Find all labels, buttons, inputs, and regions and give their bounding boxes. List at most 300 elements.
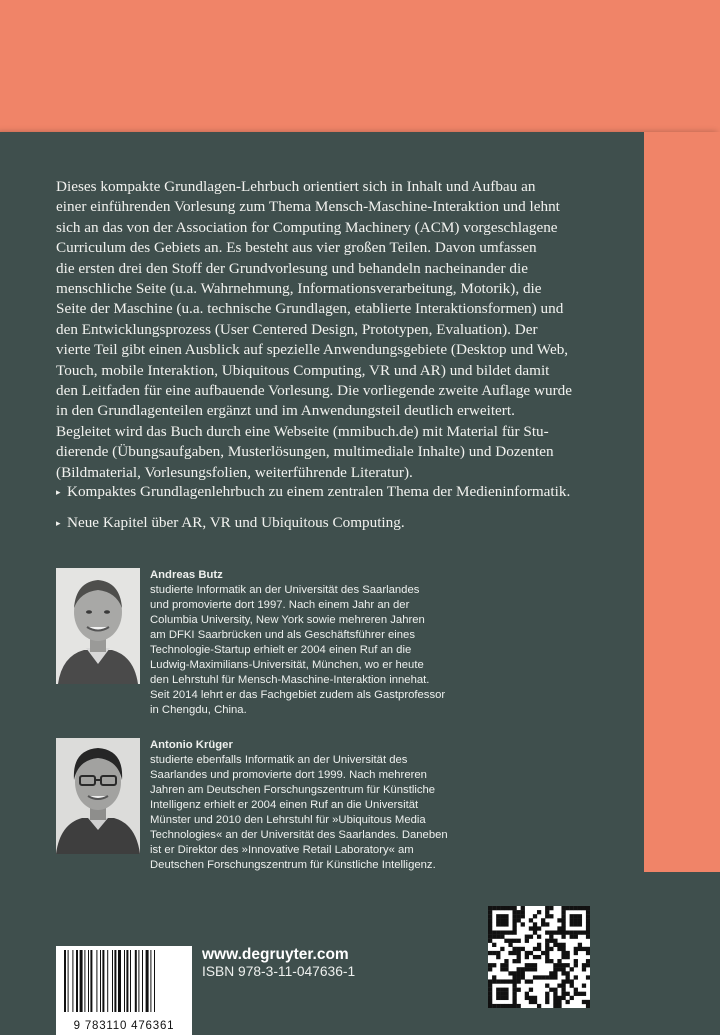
- qr-module: [570, 918, 574, 922]
- qr-module: [557, 996, 561, 1000]
- qr-module: [496, 935, 500, 939]
- qr-module: [545, 910, 549, 914]
- qr-module: [557, 943, 561, 947]
- qr-module: [582, 947, 586, 951]
- qr-module: [574, 992, 578, 996]
- qr-module: [557, 959, 561, 963]
- qr-module: [566, 906, 570, 910]
- barcode-bar: [142, 950, 143, 1012]
- qr-module: [537, 926, 541, 930]
- qr-module: [496, 955, 500, 959]
- barcode-bar: [112, 950, 113, 1012]
- qr-module: [500, 922, 504, 926]
- barcode-bar: [146, 950, 149, 1012]
- qr-module: [586, 947, 590, 951]
- qr-module: [578, 930, 582, 934]
- qr-module: [557, 1004, 561, 1008]
- qr-module: [578, 906, 582, 910]
- qr-module: [586, 914, 590, 918]
- author-bio: studierte ebenfalls Informatik an der Universität des Saarlandes und promovierte dort 1999. Nach mehreren Jahren am Deutschen Forschungszentrum für Künstliche Intelligenz erhielt er 2004 einen Ruf an die Universität Münster und 2010 den Lehrstuhl für »Ubiquitous Media Technologies« an der Universität des Saarlandes. Daneben ist er Direktor des »Innovative Retail Laboratory« am Deutschen Forschungszentrum für Künstliche Intelligenz.: [150, 754, 448, 871]
- qr-module: [496, 930, 500, 934]
- qr-module: [553, 992, 557, 996]
- qr-module: [537, 935, 541, 939]
- qr-module: [517, 914, 521, 918]
- qr-module: [504, 992, 508, 996]
- qr-module: [512, 914, 516, 918]
- qr-module: [545, 939, 549, 943]
- qr-module: [570, 922, 574, 926]
- qr-module: [545, 943, 549, 947]
- qr-module: [521, 914, 525, 918]
- qr-module: [561, 979, 565, 983]
- qr-module: [512, 984, 516, 988]
- qr-module: [553, 967, 557, 971]
- qr-pattern: [488, 906, 590, 1008]
- barcode-bar: [154, 950, 155, 1012]
- qr-module: [512, 926, 516, 930]
- qr-module: [500, 918, 504, 922]
- qr-module: [537, 943, 541, 947]
- barcode-bars: [56, 946, 192, 1018]
- qr-module: [574, 922, 578, 926]
- qr-module: [582, 1000, 586, 1004]
- qr-module: [525, 992, 529, 996]
- qr-module: [549, 947, 553, 951]
- qr-module: [541, 975, 545, 979]
- qr-module: [582, 984, 586, 988]
- qr-module: [488, 967, 492, 971]
- qr-module: [529, 963, 533, 967]
- qr-module: [508, 930, 512, 934]
- qr-module: [512, 910, 516, 914]
- qr-module: [582, 930, 586, 934]
- qr-module: [504, 922, 508, 926]
- qr-module: [500, 988, 504, 992]
- qr-module: [553, 975, 557, 979]
- qr-module: [492, 930, 496, 934]
- qr-module: [496, 914, 500, 918]
- qr-module: [504, 979, 508, 983]
- qr-module: [529, 967, 533, 971]
- qr-module: [517, 1004, 521, 1008]
- qr-module: [488, 914, 492, 918]
- qr-module: [488, 926, 492, 930]
- qr-module: [517, 967, 521, 971]
- qr-module: [553, 971, 557, 975]
- qr-module: [517, 955, 521, 959]
- qr-module: [500, 930, 504, 934]
- barcode-bar: [88, 950, 89, 1012]
- bullet-marker-icon: ▸: [56, 488, 61, 498]
- qr-module: [500, 935, 504, 939]
- qr-module: [561, 988, 565, 992]
- barcode-bar: [76, 950, 78, 1012]
- qr-module: [570, 979, 574, 983]
- qr-module: [504, 914, 508, 918]
- qr-module: [545, 996, 549, 1000]
- qr-module: [488, 930, 492, 934]
- qr-module: [496, 922, 500, 926]
- qr-module: [500, 996, 504, 1000]
- qr-module: [492, 979, 496, 983]
- qr-module: [492, 975, 496, 979]
- qr-module: [521, 967, 525, 971]
- qr-module: [508, 939, 512, 943]
- qr-module: [545, 914, 549, 918]
- qr-module: [533, 914, 537, 918]
- qr-module: [500, 1004, 504, 1008]
- qr-module: [549, 906, 553, 910]
- barcode-bar: [90, 950, 92, 1012]
- qr-module: [561, 955, 565, 959]
- barcode-bar: [114, 950, 116, 1012]
- qr-module: [533, 947, 537, 951]
- qr-module: [488, 910, 492, 914]
- qr-module: [488, 1000, 492, 1004]
- qr-module: [570, 935, 574, 939]
- qr-code-icon: [488, 906, 590, 1008]
- qr-module: [525, 935, 529, 939]
- qr-module: [521, 906, 525, 910]
- qr-module: [570, 906, 574, 910]
- qr-module: [525, 955, 529, 959]
- qr-module: [566, 992, 570, 996]
- qr-module: [488, 935, 492, 939]
- qr-module: [553, 939, 557, 943]
- qr-module: [574, 914, 578, 918]
- qr-module: [500, 992, 504, 996]
- qr-module: [504, 918, 508, 922]
- qr-module: [488, 988, 492, 992]
- qr-module: [496, 992, 500, 996]
- qr-module: [570, 996, 574, 1000]
- qr-module: [549, 959, 553, 963]
- qr-module: [521, 947, 525, 951]
- qr-module: [537, 910, 541, 914]
- qr-module: [512, 975, 516, 979]
- qr-module: [574, 906, 578, 910]
- qr-module: [561, 992, 565, 996]
- qr-module: [488, 1004, 492, 1008]
- qr-module: [488, 939, 492, 943]
- qr-module: [570, 984, 574, 988]
- qr-module: [549, 914, 553, 918]
- barcode-bar: [126, 950, 128, 1012]
- qr-module: [533, 975, 537, 979]
- barcode-bar: [130, 950, 131, 1012]
- qr-module: [512, 1004, 516, 1008]
- qr-module: [586, 959, 590, 963]
- qr-module: [517, 959, 521, 963]
- qr-module: [582, 992, 586, 996]
- qr-module: [570, 930, 574, 934]
- qr-module: [517, 988, 521, 992]
- barcode-bar: [68, 950, 69, 1012]
- qr-module: [488, 922, 492, 926]
- qr-module: [525, 939, 529, 943]
- qr-module: [586, 906, 590, 910]
- qr-module: [529, 988, 533, 992]
- barcode-bar: [64, 950, 66, 1012]
- qr-module: [566, 1000, 570, 1004]
- qr-module: [561, 906, 565, 910]
- qr-module: [553, 963, 557, 967]
- feature-list: [56, 482, 626, 544]
- qr-module: [496, 996, 500, 1000]
- qr-module: [492, 951, 496, 955]
- qr-module: [496, 906, 500, 910]
- qr-module: [545, 951, 549, 955]
- qr-module: [521, 975, 525, 979]
- qr-module: [582, 967, 586, 971]
- qr-module: [512, 996, 516, 1000]
- qr-module: [517, 975, 521, 979]
- qr-module: [574, 947, 578, 951]
- qr-module: [488, 984, 492, 988]
- qr-module: [570, 967, 574, 971]
- qr-module: [586, 930, 590, 934]
- qr-module: [578, 943, 582, 947]
- qr-module: [492, 943, 496, 947]
- qr-module: [586, 910, 590, 914]
- qr-module: [566, 955, 570, 959]
- qr-module: [508, 943, 512, 947]
- qr-module: [557, 947, 561, 951]
- qr-module: [549, 935, 553, 939]
- qr-module: [537, 975, 541, 979]
- qr-module: [561, 984, 565, 988]
- barcode-icon: [56, 946, 192, 1035]
- qr-module: [529, 996, 533, 1000]
- qr-module: [561, 914, 565, 918]
- qr-module: [566, 951, 570, 955]
- qr-module: [553, 988, 557, 992]
- qr-module: [557, 926, 561, 930]
- qr-module: [496, 988, 500, 992]
- qr-module: [578, 914, 582, 918]
- qr-module: [574, 963, 578, 967]
- qr-module: [504, 963, 508, 967]
- qr-module: [496, 1004, 500, 1008]
- qr-module: [517, 918, 521, 922]
- qr-module: [504, 939, 508, 943]
- qr-module: [545, 930, 549, 934]
- qr-module: [533, 926, 537, 930]
- qr-module: [553, 1000, 557, 1004]
- qr-module: [586, 918, 590, 922]
- qr-module: [504, 988, 508, 992]
- qr-module: [561, 947, 565, 951]
- qr-module: [561, 967, 565, 971]
- qr-module: [549, 930, 553, 934]
- qr-module: [533, 963, 537, 967]
- qr-module: [517, 979, 521, 983]
- qr-module: [561, 922, 565, 926]
- qr-module: [586, 975, 590, 979]
- qr-module: [512, 971, 516, 975]
- author-name: Antonio Krüger: [150, 739, 233, 751]
- qr-module: [500, 914, 504, 918]
- qr-module: [508, 951, 512, 955]
- qr-module: [549, 939, 553, 943]
- author-bio: studierte Informatik an der Universität des Saarlandes und promovierte dort 1997. Nach einem Jahr an der Columbia University, New York sowie mehreren Jahren am DFKI Saarbrücken und als Geschäftsführer eines Technologie-Startup erhielt er 2004 einen Ruf an die Ludwig-Maximilians-Universität, München, wo er heute den Lehrstuhl für Mensch-Maschine-Interaktion innehat. Seit 2014 lehrt er das Fachgebiet zudem als Gastprofessor in Chengdu, China.: [150, 584, 446, 716]
- qr-module: [529, 918, 533, 922]
- qr-module: [512, 906, 516, 910]
- qr-module: [492, 1004, 496, 1008]
- qr-module: [578, 947, 582, 951]
- qr-module: [533, 930, 537, 934]
- qr-module: [566, 971, 570, 975]
- qr-module: [545, 992, 549, 996]
- qr-module: [586, 922, 590, 926]
- barcode-bar: [138, 950, 139, 1012]
- qr-module: [500, 963, 504, 967]
- book-blurb: Dieses kompakte Grundlagen-Lehrbuch orientiert sich in Inhalt und Aufbau an einer einführenden Vorlesung zum Thema Mensch-Maschine-Interaktion und lehnt sich an das von der Association for Computing Machinery (ACM) vorgeschlagene Curriculum des Gebiets an. Es besteht aus vier großen Teilen. Davon umfassen die ersten drei den Stoff der Grundvorlesung und behandeln nacheinander die menschliche Seite (u.a. Wahrnehmung, Informationsverarbeitung, Motorik), die Seite der Maschine (u.a. technische Grundlagen, etablierte Interaktionsformen) und den Entwicklungsprozess (User Centered Design, Prototypen, Evaluation). Der vierte Teil gibt einen Ausblick auf spezielle Anwendungsgebiete (Desktop und Web, Touch, mobile Interaktion, Ubiquitous Computing, VR und AR) und bildet damit den Leitfaden für eine aufbauende Vorlesung. Die vorliegende zweite Auflage wurde in den Grundlagenteilen ergänzt und im Anwendungsteil deutlich erweitert. Begleitet wird das Buch durch eine Webseite (mmibuch.de) mit Material für Stu- dierende (Übungsaufgaben, Musterlösungen, multimediale Inhalte) und Dozenten (Bildmaterial, Vorlesungsfolien, weiterführende Literatur).: [56, 178, 572, 481]
- qr-module: [504, 1004, 508, 1008]
- qr-module: [508, 906, 512, 910]
- qr-module: [541, 951, 545, 955]
- qr-module: [512, 951, 516, 955]
- qr-module: [582, 963, 586, 967]
- qr-module: [525, 951, 529, 955]
- qr-module: [553, 1004, 557, 1008]
- qr-module: [533, 996, 537, 1000]
- qr-module: [504, 959, 508, 963]
- qr-module: [574, 959, 578, 963]
- qr-module: [586, 926, 590, 930]
- qr-module: [586, 935, 590, 939]
- feature-text: Kompaktes Grundlagenlehrbuch zu einem zentralen Thema der Medieninformatik.: [67, 483, 571, 500]
- bullet-marker-icon: ▸: [56, 519, 61, 529]
- qr-module: [549, 975, 553, 979]
- qr-module: [537, 1004, 541, 1008]
- barcode-bar: [107, 950, 108, 1012]
- qr-module: [500, 906, 504, 910]
- qr-module: [561, 910, 565, 914]
- qr-module: [533, 955, 537, 959]
- qr-module: [529, 979, 533, 983]
- barcode-bar: [124, 950, 125, 1012]
- qr-module: [508, 979, 512, 983]
- qr-module: [566, 963, 570, 967]
- qr-module: [561, 963, 565, 967]
- background-right: [644, 132, 720, 872]
- qr-module: [553, 930, 557, 934]
- qr-module: [492, 935, 496, 939]
- qr-module: [500, 979, 504, 983]
- qr-module: [525, 996, 529, 1000]
- author-photo-icon: [56, 738, 140, 854]
- qr-module: [521, 910, 525, 914]
- qr-module: [517, 947, 521, 951]
- qr-module: [566, 930, 570, 934]
- qr-module: [488, 906, 492, 910]
- qr-module: [521, 922, 525, 926]
- qr-module: [488, 996, 492, 1000]
- feature-text: Neue Kapitel über AR, VR und Ubiquitous Computing.: [67, 514, 405, 531]
- barcode-bar: [96, 950, 97, 1012]
- qr-module: [512, 922, 516, 926]
- qr-module: [549, 971, 553, 975]
- qr-module: [512, 918, 516, 922]
- qr-module: [488, 963, 492, 967]
- qr-module: [533, 1000, 537, 1004]
- barcode-bar: [72, 950, 73, 1012]
- qr-module: [512, 988, 516, 992]
- barcode-bar: [100, 950, 101, 1012]
- author-name: Andreas Butz: [150, 569, 223, 581]
- barcode-bar: [80, 950, 83, 1012]
- portrait-butz: [56, 568, 140, 684]
- qr-module: [504, 967, 508, 971]
- qr-module: [561, 918, 565, 922]
- qr-module: [541, 922, 545, 926]
- qr-module: [561, 930, 565, 934]
- qr-module: [557, 967, 561, 971]
- qr-module: [529, 951, 533, 955]
- qr-module: [508, 1004, 512, 1008]
- qr-module: [586, 1004, 590, 1008]
- qr-module: [525, 979, 529, 983]
- qr-module: [500, 947, 504, 951]
- qr-module: [529, 926, 533, 930]
- qr-module: [570, 914, 574, 918]
- qr-module: [582, 906, 586, 910]
- qr-module: [574, 988, 578, 992]
- feature-item: [56, 482, 626, 503]
- qr-module: [566, 975, 570, 979]
- qr-module: [504, 930, 508, 934]
- qr-module: [545, 984, 549, 988]
- qr-module: [574, 951, 578, 955]
- qr-module: [512, 1000, 516, 1004]
- qr-module: [517, 971, 521, 975]
- qr-module: [488, 992, 492, 996]
- qr-module: [574, 918, 578, 922]
- barcode-number: 9 783110 476361: [73, 1020, 175, 1032]
- qr-module: [557, 963, 561, 967]
- portrait-krueger: [56, 738, 140, 854]
- qr-module: [578, 922, 582, 926]
- qr-module: [500, 967, 504, 971]
- qr-module: [545, 906, 549, 910]
- qr-module: [561, 935, 565, 939]
- qr-module: [504, 906, 508, 910]
- barcode-bar: [102, 950, 104, 1012]
- qr-module: [561, 971, 565, 975]
- qr-module: [557, 930, 561, 934]
- qr-module: [488, 979, 492, 983]
- qr-module: [545, 922, 549, 926]
- qr-module: [496, 951, 500, 955]
- qr-module: [508, 971, 512, 975]
- qr-module: [512, 992, 516, 996]
- qr-module: [545, 955, 549, 959]
- qr-module: [525, 967, 529, 971]
- qr-module: [561, 996, 565, 1000]
- qr-module: [521, 971, 525, 975]
- qr-module: [492, 906, 496, 910]
- qr-module: [561, 943, 565, 947]
- qr-module: [578, 992, 582, 996]
- qr-module: [549, 988, 553, 992]
- qr-module: [533, 967, 537, 971]
- qr-module: [545, 975, 549, 979]
- qr-module: [578, 918, 582, 922]
- qr-module: [537, 947, 541, 951]
- qr-module: [541, 918, 545, 922]
- panel-bottom-strip: [644, 872, 720, 1035]
